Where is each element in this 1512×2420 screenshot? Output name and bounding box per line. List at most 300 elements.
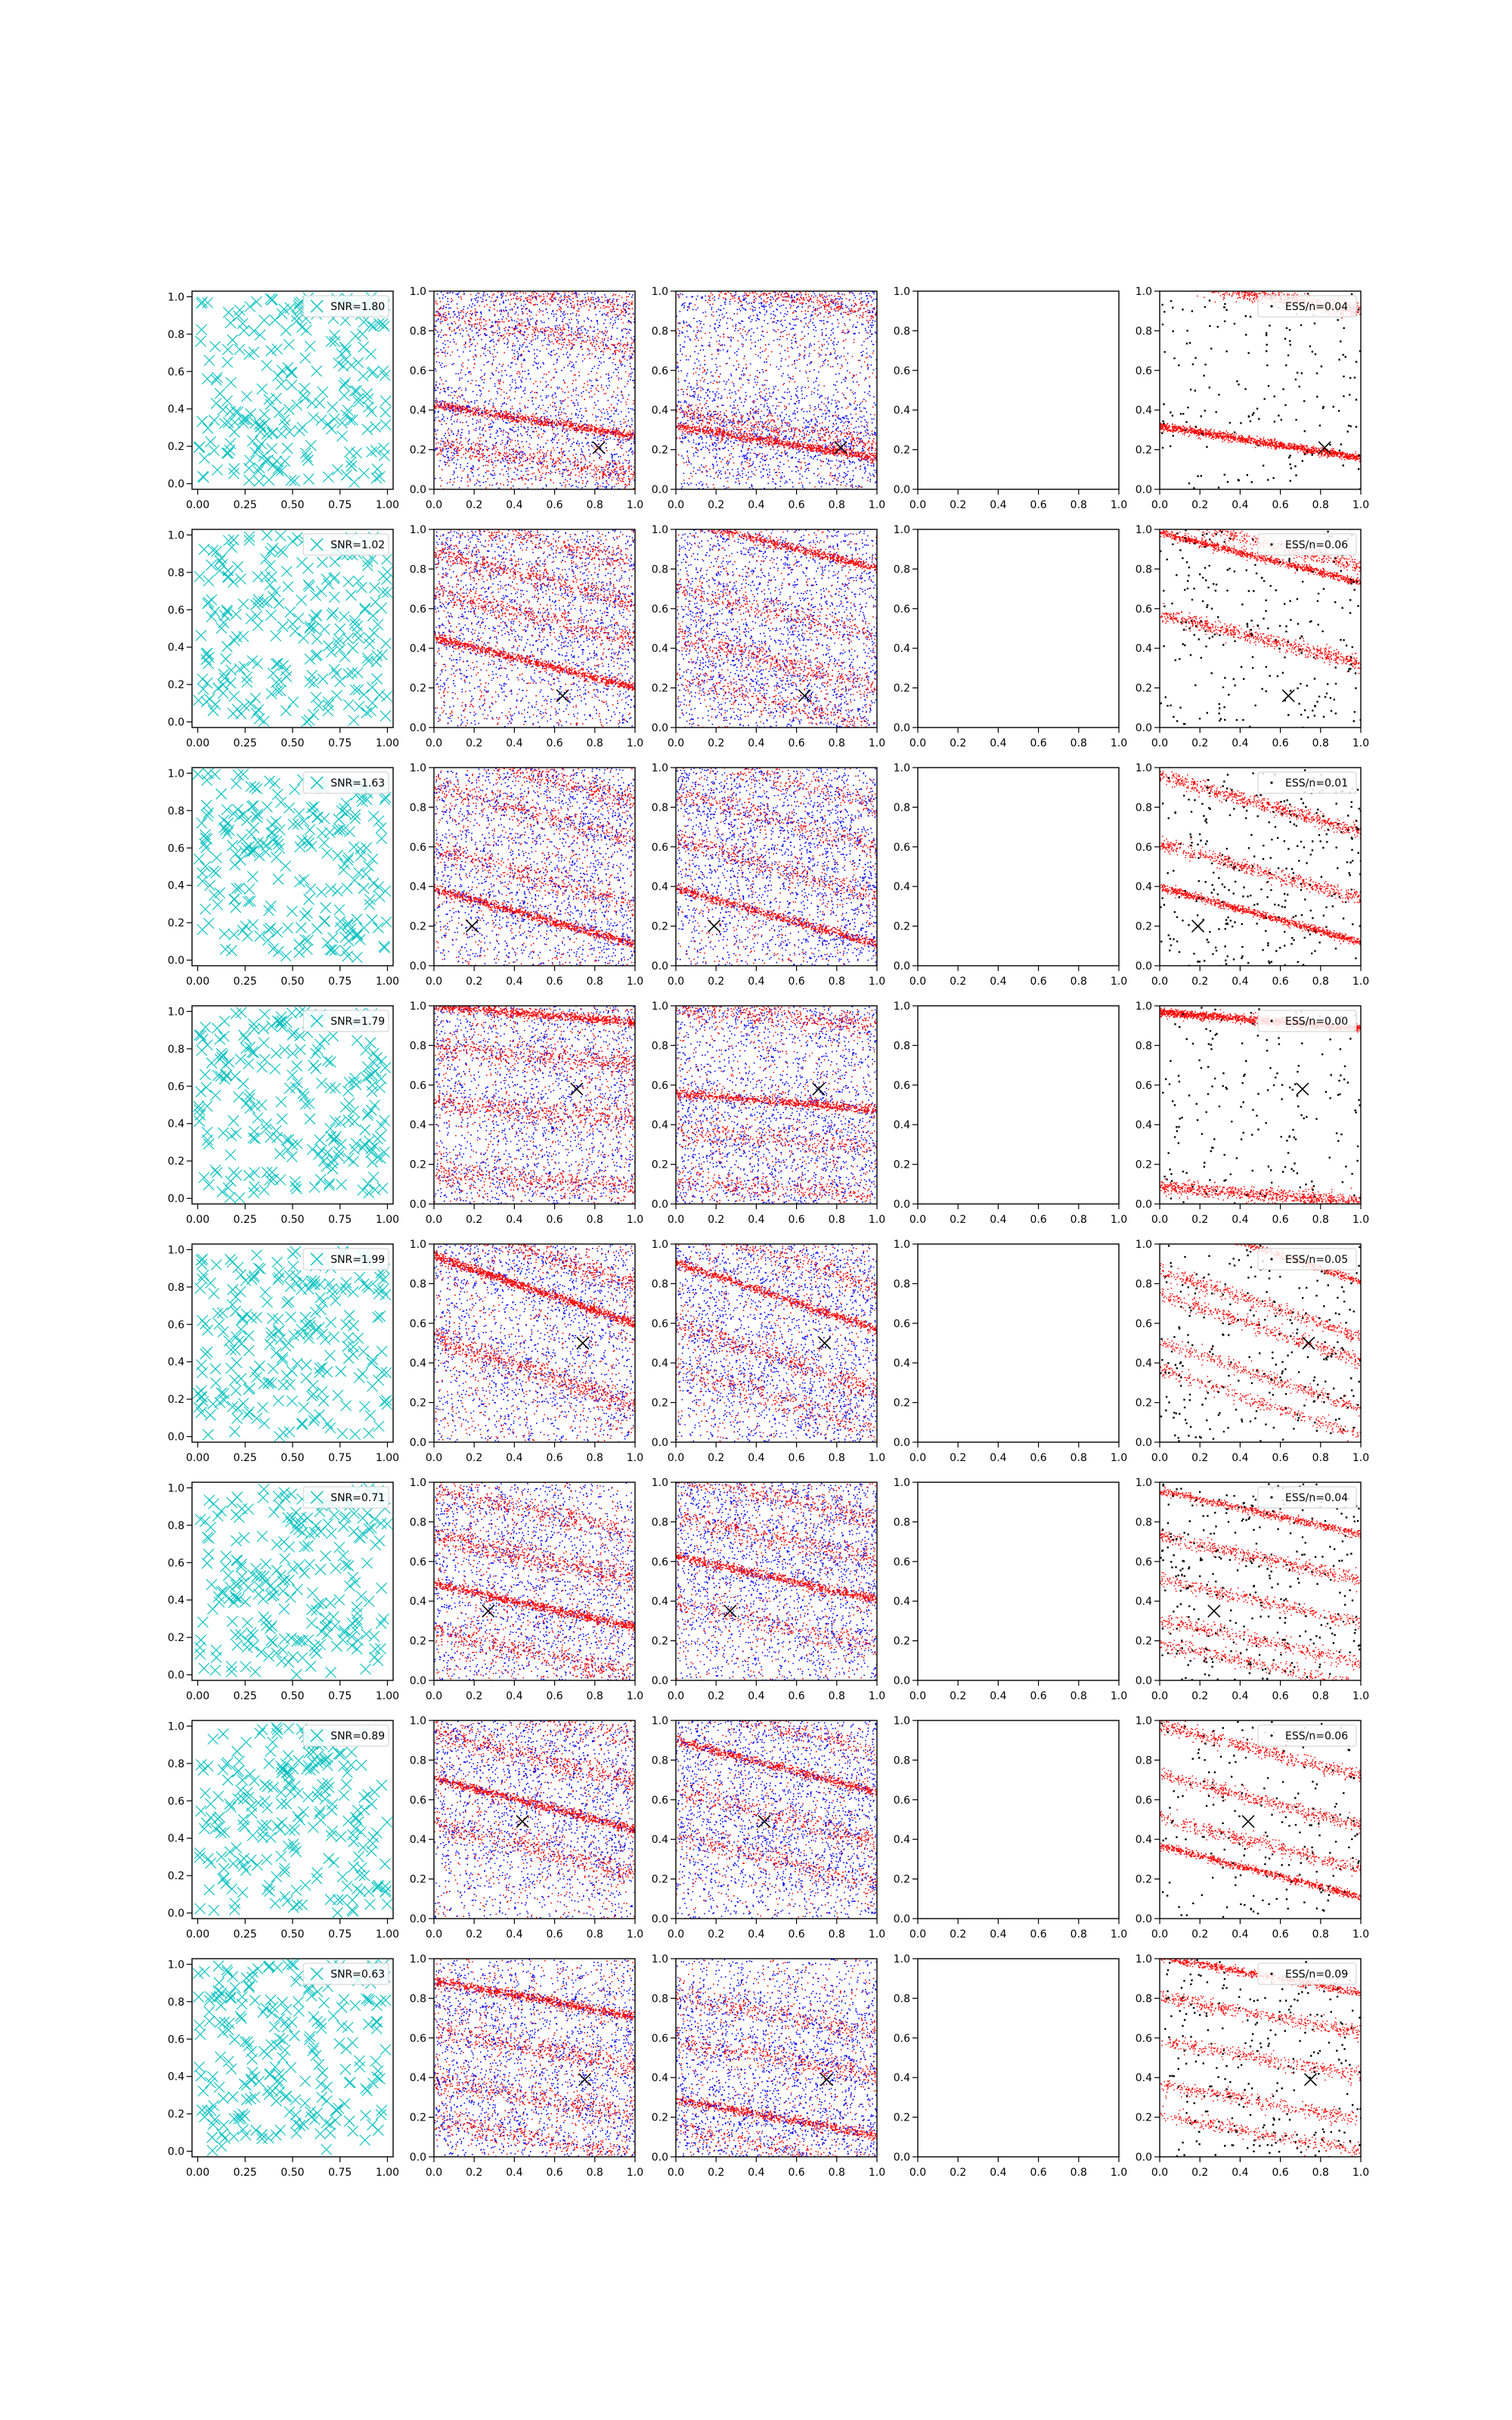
observation-point bbox=[287, 368, 297, 378]
observation-point bbox=[262, 840, 272, 851]
observation-point bbox=[369, 1100, 380, 1111]
row-1-method2-xtick-label: 1.0 bbox=[868, 499, 886, 511]
observation-point bbox=[297, 1419, 308, 1430]
observation-point bbox=[215, 888, 225, 898]
observation-point bbox=[325, 2128, 336, 2139]
observation-point bbox=[349, 1526, 359, 1537]
observation-point bbox=[199, 839, 209, 849]
observation-point bbox=[235, 1785, 246, 1795]
row-6-weighted-xtick-label: 0.2 bbox=[1191, 1690, 1209, 1702]
observation-point bbox=[339, 1761, 349, 1771]
row-3-method2-xtick-label: 0.2 bbox=[708, 976, 725, 988]
observation-point bbox=[369, 1631, 380, 1642]
row-7-method1-points bbox=[434, 1651, 637, 1919]
row-5-empty-ytick-label: 0.4 bbox=[893, 1357, 910, 1370]
row-4-obs-legend-label: SNR=1.79 bbox=[330, 1016, 386, 1028]
row-7-empty-ytick-label: 0.6 bbox=[893, 1794, 910, 1807]
observation-point bbox=[302, 908, 312, 918]
row-3-observations-panel bbox=[168, 768, 399, 988]
row-5-weighted-xtick-label: 0.8 bbox=[1312, 1452, 1329, 1464]
observation-point bbox=[349, 842, 359, 852]
observation-point bbox=[293, 300, 304, 311]
row-3-empty-xtick-label: 0.6 bbox=[1030, 976, 1047, 988]
observation-point bbox=[222, 1775, 233, 1786]
observation-point bbox=[207, 1604, 218, 1615]
observation-point bbox=[262, 530, 272, 541]
observation-point bbox=[272, 1257, 283, 1267]
row-2-empty-panel bbox=[894, 524, 1127, 749]
observation-point bbox=[319, 916, 330, 926]
observation-point bbox=[203, 918, 214, 929]
row-8-method2-xtick-label: 0.4 bbox=[748, 2167, 765, 2179]
row-8-weighted-xtick-label: 0.8 bbox=[1312, 2167, 1329, 2179]
observation-point bbox=[374, 471, 385, 482]
observation-point bbox=[318, 674, 328, 684]
row-6-weighted-xtick-label: 0.4 bbox=[1232, 1690, 1249, 1702]
observation-point bbox=[367, 1799, 377, 1810]
row-7-obs-ytick-label: 0.0 bbox=[167, 1907, 184, 1920]
observation-point bbox=[281, 1134, 292, 1145]
observation-point bbox=[278, 1379, 289, 1390]
observation-point bbox=[300, 1099, 311, 1109]
observation-point bbox=[376, 823, 386, 833]
observation-point bbox=[253, 658, 263, 669]
observation-point bbox=[232, 561, 243, 572]
observation-point bbox=[200, 1069, 210, 1080]
observation-point bbox=[197, 1034, 208, 1044]
row-7-weighted-true-source-marker bbox=[1242, 1816, 1254, 1828]
observation-point bbox=[245, 1103, 256, 1114]
observation-point bbox=[328, 1612, 339, 1622]
row-4-method2-xtick-label: 0.2 bbox=[708, 1214, 725, 1226]
observation-point bbox=[271, 1125, 281, 1136]
row-8-obs-xtick-label: 0.00 bbox=[185, 2167, 210, 2179]
observation-point bbox=[249, 326, 259, 337]
row-6-weighted-ytick-label: 0.2 bbox=[1135, 1635, 1152, 1648]
row-2-weighted-ytick-label: 0.8 bbox=[1135, 563, 1152, 576]
observation-point bbox=[303, 579, 314, 590]
row-1-method2-xtick-label: 0.6 bbox=[788, 499, 805, 511]
observation-point bbox=[277, 1114, 287, 1125]
observation-point bbox=[348, 2126, 358, 2136]
row-3-method2-xtick-label: 0.6 bbox=[788, 976, 805, 988]
observation-point bbox=[328, 1154, 339, 1165]
row-3-empty-panel bbox=[894, 762, 1127, 988]
observation-point bbox=[211, 1378, 222, 1388]
observation-point bbox=[284, 1541, 294, 1552]
row-7-empty-ytick-label: 0.2 bbox=[893, 1873, 910, 1886]
observation-point bbox=[364, 639, 375, 650]
row-7-empty-xtick-label: 0.8 bbox=[1070, 1928, 1087, 1941]
observation-point bbox=[271, 631, 281, 641]
observation-point bbox=[240, 920, 251, 931]
observation-point bbox=[334, 1749, 345, 1760]
observation-point bbox=[228, 2092, 238, 2102]
row-5-method2-true-source-marker bbox=[819, 1337, 831, 1349]
row-3-method1-ytick-label: 0.6 bbox=[409, 841, 426, 854]
observation-point bbox=[205, 1991, 215, 2002]
observation-point bbox=[246, 1313, 256, 1323]
observation-point bbox=[226, 377, 237, 388]
observation-point bbox=[203, 297, 213, 308]
observation-point bbox=[321, 2082, 332, 2093]
observation-point bbox=[247, 2067, 258, 2077]
observation-point bbox=[337, 431, 348, 442]
observation-point bbox=[280, 706, 291, 716]
observation-point bbox=[382, 554, 392, 565]
observation-point bbox=[230, 860, 240, 870]
observation-point bbox=[238, 809, 249, 820]
observation-point bbox=[283, 362, 293, 373]
observation-point bbox=[268, 1590, 279, 1600]
row-8-method1-xtick-label: 0.0 bbox=[425, 2167, 443, 2179]
observation-point bbox=[367, 2120, 377, 2130]
observation-point bbox=[361, 1045, 371, 1056]
observation-point bbox=[304, 1098, 314, 1109]
observation-point bbox=[318, 386, 328, 397]
observation-point bbox=[227, 1616, 237, 1627]
row-7-empty-ytick-label: 0.4 bbox=[893, 1834, 910, 1847]
row-1-weighted-xtick-label: 0.6 bbox=[1272, 499, 1289, 511]
row-1-method2-ytick-label: 0.2 bbox=[651, 444, 668, 457]
observation-point bbox=[210, 1823, 221, 1834]
observation-point bbox=[285, 1592, 296, 1602]
row-4-method2-panel bbox=[652, 938, 885, 1258]
observation-point bbox=[196, 1635, 206, 1646]
row-1-obs-ytick-label: 1.0 bbox=[167, 291, 184, 304]
row-2-method1-ytick-label: 0.8 bbox=[409, 563, 426, 576]
row-8-method1-xtick-label: 0.4 bbox=[506, 2167, 523, 2179]
observation-point bbox=[318, 1156, 329, 1166]
observation-point bbox=[234, 1766, 244, 1776]
row-1-method1-points bbox=[434, 224, 636, 532]
observation-point bbox=[293, 1755, 304, 1766]
observation-point bbox=[218, 1128, 228, 1138]
observation-point bbox=[323, 1519, 333, 1529]
observation-point bbox=[352, 1813, 362, 1823]
observation-point bbox=[197, 296, 208, 307]
row-5-weighted-ytick-label: 0.6 bbox=[1135, 1317, 1152, 1330]
observation-point bbox=[348, 643, 358, 653]
row-5-empty-ytick-label: 1.0 bbox=[893, 1239, 910, 1251]
row-8-obs-legend-label: SNR=0.63 bbox=[330, 1969, 386, 1981]
observation-point bbox=[344, 1310, 355, 1320]
observation-point bbox=[284, 1296, 294, 1307]
observation-point bbox=[210, 1665, 221, 1676]
row-5-weighted-points bbox=[1160, 1213, 1362, 1447]
observation-point bbox=[356, 1863, 367, 1873]
row-6-obs-ytick-label: 0.4 bbox=[167, 1594, 184, 1607]
observation-point bbox=[274, 407, 284, 417]
observation-point bbox=[281, 1370, 292, 1381]
observation-point bbox=[218, 2120, 229, 2130]
observation-point bbox=[203, 1549, 214, 1559]
observation-point bbox=[217, 2129, 228, 2139]
row-2-empty-ytick-label: 0.2 bbox=[893, 682, 910, 695]
row-1-weighted-legend-marker bbox=[1270, 305, 1272, 307]
observation-point bbox=[225, 1192, 235, 1202]
row-6-obs-ytick-label: 1.0 bbox=[167, 1482, 184, 1495]
observation-point bbox=[276, 1851, 287, 1862]
row-1-empty-ytick-label: 0.2 bbox=[893, 444, 910, 457]
observation-point bbox=[350, 2000, 361, 2011]
observation-point bbox=[336, 2002, 347, 2012]
row-3-obs-xtick-label: 0.25 bbox=[233, 976, 257, 988]
row-2-method1-ytick-label: 0.2 bbox=[409, 682, 426, 695]
observation-point bbox=[219, 1395, 230, 1406]
row-4-empty-ytick-label: 1.0 bbox=[893, 1001, 910, 1013]
row-4-weighted-frame bbox=[1160, 1006, 1361, 1204]
observation-point bbox=[329, 664, 339, 675]
observation-point bbox=[308, 1380, 318, 1391]
observation-point bbox=[211, 852, 222, 863]
observation-point bbox=[333, 814, 344, 824]
observation-point bbox=[288, 1959, 299, 1970]
row-8-method1-ytick-label: 0.6 bbox=[409, 2032, 426, 2045]
observation-point bbox=[241, 391, 252, 402]
observation-point bbox=[370, 1540, 381, 1550]
observation-point bbox=[197, 1274, 207, 1284]
observation-point bbox=[199, 1663, 209, 1674]
observation-point bbox=[296, 595, 307, 606]
observation-point bbox=[323, 419, 333, 430]
observation-point bbox=[243, 463, 254, 473]
observation-point bbox=[276, 2071, 287, 2082]
row-2-obs-xtick-label: 0.50 bbox=[280, 737, 305, 749]
observation-point bbox=[366, 349, 376, 359]
observation-point bbox=[206, 1812, 216, 1823]
observation-point bbox=[325, 1423, 336, 1433]
observation-point bbox=[209, 1289, 219, 1299]
observation-point bbox=[223, 417, 234, 428]
row-6-method1-true-source-marker bbox=[482, 1605, 494, 1617]
row-1-obs-ytick-label: 0.0 bbox=[167, 478, 184, 491]
observation-point bbox=[265, 1339, 275, 1350]
observation-point bbox=[298, 1807, 308, 1817]
observation-point bbox=[311, 610, 322, 621]
row-2-method1-xtick-label: 0.6 bbox=[546, 737, 563, 749]
row-8-weighted-xtick-label: 1.0 bbox=[1352, 2167, 1370, 2179]
observation-point bbox=[316, 415, 327, 426]
observation-point bbox=[281, 1798, 292, 1809]
observation-point bbox=[193, 1388, 203, 1398]
observation-point bbox=[283, 923, 293, 933]
observation-point bbox=[241, 1737, 252, 1748]
row-5-weighted-legend-label: ESS/n=0.05 bbox=[1285, 1254, 1349, 1266]
row-3-weighted-xtick-label: 0.6 bbox=[1272, 976, 1289, 988]
observation-point bbox=[239, 1532, 249, 1543]
row-2-method2-xtick-label: 0.2 bbox=[708, 737, 725, 749]
row-3-empty-ytick-label: 1.0 bbox=[893, 762, 910, 774]
observation-point bbox=[376, 1346, 387, 1357]
observation-point bbox=[305, 341, 315, 352]
row-1-obs-xtick-label: 0.75 bbox=[328, 499, 352, 511]
row-4-weighted-ytick-label: 1.0 bbox=[1135, 1001, 1152, 1013]
row-7-weighted-legend-label: ESS/n=0.06 bbox=[1285, 1730, 1349, 1742]
observation-point bbox=[197, 324, 207, 335]
observation-point bbox=[204, 2006, 215, 2017]
observation-point bbox=[290, 626, 300, 637]
observation-point bbox=[305, 824, 315, 835]
observation-point bbox=[245, 896, 256, 907]
observation-point bbox=[266, 1021, 277, 1032]
observation-point bbox=[229, 464, 240, 474]
observation-point bbox=[312, 1044, 323, 1055]
row-1-weighted-panel bbox=[1136, 272, 1369, 511]
observation-point bbox=[293, 1971, 304, 1981]
observation-point bbox=[275, 2124, 286, 2135]
observation-point bbox=[284, 340, 294, 350]
observation-point bbox=[280, 1553, 290, 1564]
row-1-method2-xtick-label: 0.8 bbox=[828, 499, 845, 511]
row-4-weighted-ytick-label: 0.8 bbox=[1135, 1040, 1152, 1053]
observation-point bbox=[311, 366, 322, 377]
observation-point bbox=[240, 414, 250, 425]
observation-point bbox=[372, 464, 383, 474]
observation-point bbox=[262, 360, 272, 371]
row-5-empty-xtick-label: 0.0 bbox=[909, 1452, 927, 1464]
observation-point bbox=[228, 1115, 239, 1126]
observation-point bbox=[214, 1596, 225, 1607]
row-3-weighted-true-source-marker bbox=[1192, 920, 1204, 932]
observation-point bbox=[261, 1620, 271, 1630]
row-2-weighted-ytick-label: 0.0 bbox=[1135, 722, 1152, 734]
observation-point bbox=[231, 1630, 241, 1640]
row-7-method1-ytick-label: 0.2 bbox=[409, 1873, 426, 1886]
observation-point bbox=[293, 613, 304, 624]
observation-point bbox=[284, 427, 295, 437]
row-6-method1-ytick-label: 1.0 bbox=[409, 1477, 426, 1489]
row-4-obs-ytick-label: 1.0 bbox=[167, 1006, 184, 1019]
observation-point bbox=[196, 630, 206, 641]
observation-point bbox=[350, 1577, 361, 1587]
row-8-weighted-ytick-label: 0.2 bbox=[1135, 2111, 1152, 2124]
observation-point bbox=[366, 1105, 376, 1115]
observation-point bbox=[215, 1398, 225, 1408]
observation-point bbox=[200, 1788, 211, 1798]
observation-point bbox=[380, 942, 390, 953]
observation-point bbox=[296, 1284, 307, 1295]
observation-point bbox=[262, 1297, 273, 1308]
observation-point bbox=[380, 794, 390, 805]
row-4-empty-ytick-label: 0.4 bbox=[893, 1119, 910, 1132]
row-8-method2-ytick-label: 1.0 bbox=[651, 1953, 668, 1965]
row-7-method2-ytick-label: 0.2 bbox=[651, 1873, 668, 1886]
observation-point bbox=[249, 1024, 259, 1035]
observation-point bbox=[249, 2092, 260, 2102]
row-4-weighted-xtick-label: 0.6 bbox=[1272, 1214, 1289, 1226]
observation-point bbox=[243, 475, 254, 486]
observation-point bbox=[266, 688, 277, 699]
observation-point bbox=[288, 1261, 299, 1272]
observation-point bbox=[238, 1398, 249, 1409]
observation-point bbox=[361, 1629, 371, 1640]
observation-point bbox=[234, 344, 245, 355]
row-7-method2-xtick-label: 0.8 bbox=[828, 1928, 845, 1941]
row-5-obs-xtick-label: 0.50 bbox=[280, 1452, 305, 1464]
observation-point bbox=[265, 1746, 276, 1757]
row-7-weighted-xtick-label: 0.6 bbox=[1272, 1928, 1289, 1941]
observation-point bbox=[248, 1640, 259, 1651]
observation-point bbox=[332, 690, 342, 701]
observation-point bbox=[271, 1348, 281, 1358]
observation-point bbox=[362, 1558, 373, 1568]
row-5-observations-panel bbox=[168, 1244, 399, 1464]
observation-point bbox=[243, 2040, 254, 2051]
row-3-empty-frame bbox=[918, 768, 1119, 966]
observation-point bbox=[283, 582, 293, 592]
observation-point bbox=[359, 1401, 370, 1412]
observation-point bbox=[205, 1410, 215, 1420]
observation-point bbox=[250, 448, 261, 458]
row-1-weighted-xtick-label: 0.2 bbox=[1191, 499, 1209, 511]
observation-point bbox=[323, 472, 333, 482]
row-4-method1-xtick-label: 0.6 bbox=[546, 1214, 563, 1226]
observation-point bbox=[306, 1990, 317, 2001]
observation-point bbox=[232, 1640, 243, 1651]
observation-point bbox=[280, 861, 291, 871]
observation-point bbox=[269, 2021, 280, 2032]
observation-point bbox=[251, 296, 262, 307]
observation-point bbox=[327, 402, 338, 412]
observation-point bbox=[212, 1511, 223, 1522]
row-8-method2-xtick-label: 0.0 bbox=[667, 2167, 685, 2179]
row-2-weighted-xtick-label: 0.4 bbox=[1232, 737, 1249, 749]
row-4-method2-xtick-label: 0.8 bbox=[828, 1214, 845, 1226]
observation-point bbox=[305, 884, 316, 895]
observation-point bbox=[265, 776, 275, 786]
observation-point bbox=[264, 1758, 274, 1769]
row-8-method1-ytick-label: 0.0 bbox=[409, 2152, 426, 2164]
sample-points-blue bbox=[676, 938, 878, 1258]
observation-point bbox=[210, 341, 221, 352]
observation-point bbox=[242, 2037, 253, 2047]
row-7-method1-ytick-label: 0.0 bbox=[409, 1913, 426, 1925]
observation-point bbox=[325, 1350, 336, 1360]
row-4-method2-points bbox=[676, 938, 878, 1258]
observation-point bbox=[280, 325, 291, 336]
observation-point bbox=[204, 2016, 215, 2027]
observation-point bbox=[327, 1805, 337, 1816]
observation-point bbox=[343, 1333, 354, 1343]
observation-point bbox=[200, 1966, 210, 1977]
row-3-obs-xtick-label: 0.00 bbox=[185, 976, 210, 988]
row-5-obs-ytick-label: 0.6 bbox=[167, 1319, 184, 1332]
row-6-method1-xtick-label: 0.4 bbox=[506, 1690, 523, 1702]
row-2-obs-xtick-label: 0.00 bbox=[185, 737, 210, 749]
observation-point bbox=[331, 669, 342, 679]
observation-point bbox=[284, 1270, 295, 1281]
row-8-empty-panel bbox=[894, 1953, 1127, 2179]
row-3-empty-ytick-label: 0.6 bbox=[893, 841, 910, 854]
observation-point bbox=[218, 2093, 228, 2104]
observation-point bbox=[312, 2016, 323, 2027]
row-8-empty-xtick-label: 1.0 bbox=[1110, 2167, 1128, 2179]
observation-point bbox=[267, 294, 277, 305]
observation-point bbox=[275, 531, 286, 541]
observation-point bbox=[349, 477, 360, 488]
observation-point bbox=[352, 668, 363, 678]
observation-point bbox=[297, 1635, 308, 1646]
observation-point bbox=[218, 405, 228, 415]
observation-point bbox=[334, 1542, 345, 1553]
row-7-method2-xtick-label: 1.0 bbox=[868, 1928, 886, 1941]
observation-point bbox=[339, 611, 349, 622]
row-1-weighted-ytick-label: 0.4 bbox=[1135, 405, 1152, 417]
observation-point bbox=[257, 1531, 268, 1541]
observation-point bbox=[350, 1429, 361, 1440]
observation-point bbox=[271, 1048, 281, 1059]
